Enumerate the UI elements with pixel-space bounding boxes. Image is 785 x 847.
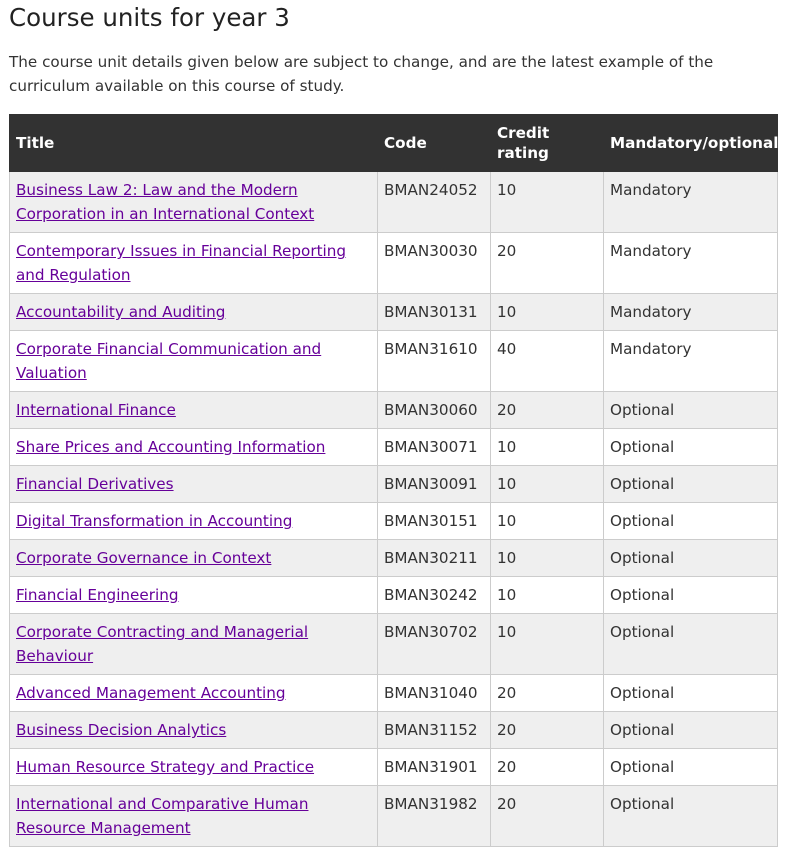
cell-credit-rating: 40 bbox=[491, 331, 604, 392]
cell-mandatory-optional: Optional bbox=[604, 675, 778, 712]
cell-credit-rating: 10 bbox=[491, 503, 604, 540]
table-row bbox=[10, 466, 778, 503]
cell-title bbox=[10, 429, 378, 466]
table-row bbox=[10, 503, 778, 540]
course-unit-link[interactable]: International and Comparative Human Resource Management bbox=[16, 795, 309, 837]
cell-credit-rating: 10 bbox=[491, 540, 604, 577]
cell-code: BMAN30131 bbox=[378, 294, 491, 331]
cell-mandatory-optional: Optional bbox=[604, 749, 778, 786]
cell-mandatory-optional: Optional bbox=[604, 786, 778, 847]
cell-mandatory-optional: Optional bbox=[604, 540, 778, 577]
table-row bbox=[10, 540, 778, 577]
page-title: Course units for year 3 bbox=[9, 3, 290, 32]
cell-code: BMAN30091 bbox=[378, 466, 491, 503]
cell-mandatory-optional: Optional bbox=[604, 577, 778, 614]
cell-title bbox=[10, 172, 378, 233]
cell-mandatory-optional: Optional bbox=[604, 392, 778, 429]
table-row bbox=[10, 172, 778, 233]
cell-credit-rating: 20 bbox=[491, 712, 604, 749]
table-row bbox=[10, 577, 778, 614]
cell-mandatory-optional: Mandatory bbox=[604, 331, 778, 392]
cell-title bbox=[10, 540, 378, 577]
cell-title bbox=[10, 786, 378, 847]
cell-title bbox=[10, 233, 378, 294]
cell-code: BMAN31901 bbox=[378, 749, 491, 786]
table-row bbox=[10, 331, 778, 392]
cell-credit-rating: 10 bbox=[491, 294, 604, 331]
cell-mandatory-optional: Optional bbox=[604, 614, 778, 675]
cell-title bbox=[10, 577, 378, 614]
cell-code: BMAN30211 bbox=[378, 540, 491, 577]
table-row bbox=[10, 429, 778, 466]
cell-credit-rating: 10 bbox=[491, 466, 604, 503]
table-row bbox=[10, 233, 778, 294]
cell-credit-rating: 10 bbox=[491, 577, 604, 614]
table-row bbox=[10, 614, 778, 675]
cell-credit-rating: 10 bbox=[491, 429, 604, 466]
course-unit-link[interactable]: Business Law 2: Law and the Modern Corporation in an International Context bbox=[16, 181, 315, 223]
cell-code: BMAN31152 bbox=[378, 712, 491, 749]
cell-credit-rating: 20 bbox=[491, 749, 604, 786]
table-row bbox=[10, 294, 778, 331]
course-unit-link[interactable]: Financial Engineering bbox=[16, 586, 179, 604]
cell-mandatory-optional: Mandatory bbox=[604, 233, 778, 294]
cell-code: BMAN30242 bbox=[378, 577, 491, 614]
course-units-section bbox=[9, 0, 777, 847]
cell-code: BMAN31982 bbox=[378, 786, 491, 847]
cell-code: BMAN30151 bbox=[378, 503, 491, 540]
header-credit-rating: Credit rating bbox=[491, 115, 604, 172]
course-unit-link[interactable]: Business Decision Analytics bbox=[16, 721, 227, 739]
course-unit-link[interactable]: Digital Transformation in Accounting bbox=[16, 512, 293, 530]
cell-mandatory-optional: Mandatory bbox=[604, 294, 778, 331]
cell-mandatory-optional: Optional bbox=[604, 503, 778, 540]
cell-title bbox=[10, 503, 378, 540]
table-body bbox=[10, 172, 778, 847]
cell-title bbox=[10, 392, 378, 429]
course-unit-link[interactable]: Share Prices and Accounting Information bbox=[16, 438, 326, 456]
table-row bbox=[10, 675, 778, 712]
course-unit-link[interactable]: Contemporary Issues in Financial Reporting and Regulation bbox=[16, 242, 347, 284]
cell-code: BMAN31610 bbox=[378, 331, 491, 392]
cell-mandatory-optional: Optional bbox=[604, 466, 778, 503]
cell-code: BMAN24052 bbox=[378, 172, 491, 233]
cell-credit-rating: 20 bbox=[491, 675, 604, 712]
course-unit-link[interactable]: International Finance bbox=[16, 401, 176, 419]
cell-mandatory-optional: Optional bbox=[604, 429, 778, 466]
header-title: Title bbox=[10, 115, 378, 172]
cell-title bbox=[10, 675, 378, 712]
course-unit-link[interactable]: Corporate Governance in Context bbox=[16, 549, 272, 567]
cell-title bbox=[10, 749, 378, 786]
cell-credit-rating: 10 bbox=[491, 172, 604, 233]
cell-code: BMAN30030 bbox=[378, 233, 491, 294]
cell-credit-rating: 10 bbox=[491, 614, 604, 675]
cell-credit-rating: 20 bbox=[491, 392, 604, 429]
cell-title bbox=[10, 614, 378, 675]
cell-code: BMAN31040 bbox=[378, 675, 491, 712]
cell-title bbox=[10, 712, 378, 749]
course-unit-link[interactable]: Advanced Management Accounting bbox=[16, 684, 286, 702]
cell-code: BMAN30702 bbox=[378, 614, 491, 675]
course-unit-link[interactable]: Accountability and Auditing bbox=[16, 303, 226, 321]
course-unit-link[interactable]: Human Resource Strategy and Practice bbox=[16, 758, 315, 776]
table-row bbox=[10, 786, 778, 847]
cell-title bbox=[10, 466, 378, 503]
table-row bbox=[10, 712, 778, 749]
cell-title bbox=[10, 294, 378, 331]
header-code: Code bbox=[378, 115, 491, 172]
cell-mandatory-optional: Mandatory bbox=[604, 172, 778, 233]
cell-code: BMAN30071 bbox=[378, 429, 491, 466]
course-unit-link[interactable]: Corporate Contracting and Managerial Behaviour bbox=[16, 623, 309, 665]
cell-title bbox=[10, 331, 378, 392]
table-row bbox=[10, 392, 778, 429]
course-units-table bbox=[9, 114, 778, 847]
cell-credit-rating: 20 bbox=[491, 233, 604, 294]
table-header-row bbox=[10, 115, 778, 172]
course-unit-link[interactable]: Financial Derivatives bbox=[16, 475, 174, 493]
header-mandatory-optional: Mandatory/optional bbox=[604, 115, 778, 172]
cell-mandatory-optional: Optional bbox=[604, 712, 778, 749]
cell-code: BMAN30060 bbox=[378, 392, 491, 429]
cell-credit-rating: 20 bbox=[491, 786, 604, 847]
course-unit-link[interactable]: Corporate Financial Communication and Valuation bbox=[16, 340, 322, 382]
intro-text: The course unit details given below are subject to change, and are the latest example of the curriculum available on this course of study. bbox=[9, 53, 714, 95]
table-row bbox=[10, 749, 778, 786]
